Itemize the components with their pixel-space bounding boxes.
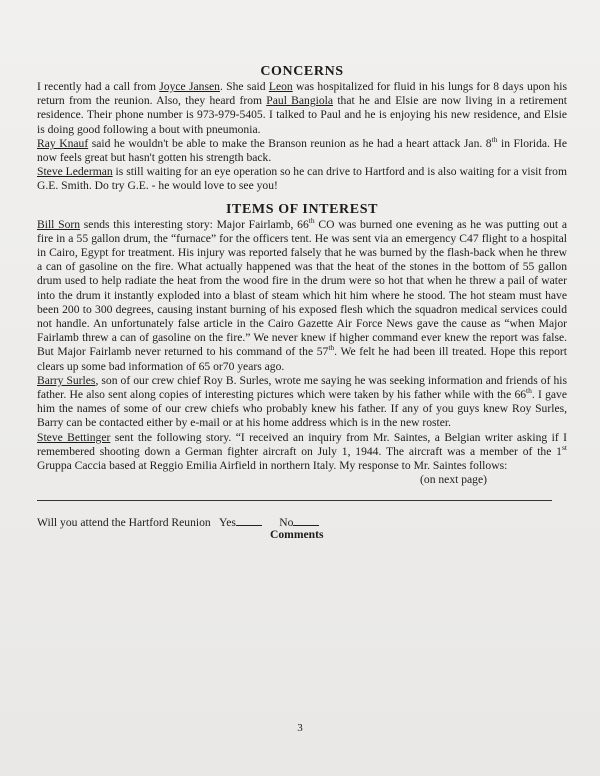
text-run: sent the following story. “I received an inquiry from Mr. Saintes, a Belgian writer asking if I remembered shooting down a German fighter aircraft on July 1, 1944. The aircraft was a member of the 1 bbox=[37, 430, 567, 458]
name-joyce-jansen: Joyce Jansen bbox=[159, 80, 220, 93]
ordinal-suffix: th bbox=[526, 386, 532, 396]
ordinal-suffix: th bbox=[308, 215, 315, 225]
concerns-heading: CONCERNS bbox=[260, 64, 344, 79]
concerns-paragraph-2 bbox=[37, 134, 567, 165]
name-steve-bettinger: Steve Bettinger bbox=[37, 430, 111, 444]
text-run: CO was burned one evening as he was putting out a fire in a 55 gallon drum, the “furnace” for the officers tent. He was sent via an emergency C47 flight to a hospital in Cairo, Egypt for treatment. His injury was reported falsely that he was burned by the flash-back when he threw a can of gasoline on the fire. What actually happened was that the heat of the stones in the bottom of 55 gallon drum used to help radiate the heat from the wood fire in the drum were so hot that when he threw a pail of water into the drum it instantly exploded into a blast of steam which hit him where he stood. The hot steam must have been 200 to 300 degrees, causing instant burning of his exposed flesh which the squadron medical services could not handle. An unfortunately false article in the Cairo Gazette Air Force News gave the cause as “when Major Fairlamb threw a can of gasoline on the fire.” We never knew if higher command ever knew the report was false. But Major Fairlamb never returned to his command of the 57 bbox=[37, 217, 567, 359]
yes-blank[interactable] bbox=[236, 515, 262, 526]
text-run: is still waiting for an eye operation so he can drive to Hartford and is also waiting for a visit from G.E. Smith. Do try G.E. - he would love to see you! bbox=[37, 165, 567, 193]
text-run: that he and Elsie are now living in a retirement residence. Their phone number is 973-979-5405. I talked to Paul and he is enjoying his new residence, and Elsie is doing good following a bout with pneumonia. bbox=[37, 94, 567, 136]
ordinal-suffix: th bbox=[491, 134, 498, 144]
text-run: was hospitalized for fluid in his lungs for 8 days upon his return from the reunion. Also, they heard from bbox=[37, 80, 567, 108]
continued-note: (on next page) bbox=[420, 473, 487, 487]
text-run: I recently had a call from bbox=[37, 80, 160, 93]
yes-label: Yes bbox=[219, 516, 236, 529]
text-run: . We felt he had been ill treated. Hope this report clears up some bad information of 65 or70 years ago. bbox=[37, 345, 568, 373]
text-run: , son of our crew chief Roy B. Surles, wrote me saying he was seeking information and friends of his father. He also sent along copies of interesting pictures which were taken by his father while with the 66 bbox=[37, 373, 567, 402]
items-heading: ITEMS OF INTEREST bbox=[225, 201, 379, 217]
ordinal-suffix: st bbox=[561, 443, 567, 453]
items-paragraph-3 bbox=[37, 431, 567, 474]
name-barry-surles: Barry Surles bbox=[37, 373, 96, 387]
text-run: . I gave him the names of some of our crew chiefs who probably knew his father. If any of you guys knew Roy Surles, Barry can be contacted either by e-mail or at his home address which is in the new roster. bbox=[37, 388, 567, 430]
name-leon: Leon bbox=[268, 80, 293, 93]
no-label: No bbox=[279, 516, 294, 529]
text-run: Gruppa Caccia based at Reggio Emilia Airfield in northern Italy. My response to Mr. Saintes follows: bbox=[37, 459, 508, 473]
text-run: said he wouldn't be able to make the Branson reunion as he had a heart attack Jan. 8 bbox=[88, 136, 492, 150]
comments-label: Comments bbox=[270, 528, 324, 541]
no-blank[interactable] bbox=[293, 515, 319, 526]
name-steve-lederman: Steve Lederman bbox=[37, 165, 113, 179]
text-run: sends this interesting story: Major Fairlamb, 66 bbox=[80, 217, 309, 231]
items-paragraph-1 bbox=[37, 215, 568, 374]
ordinal-suffix: th bbox=[328, 343, 335, 353]
page-number: 3 bbox=[297, 722, 303, 734]
concerns-paragraph-3 bbox=[37, 165, 567, 193]
page-content bbox=[37, 64, 567, 487]
name-bill-sorn: Bill Sorn bbox=[37, 217, 81, 231]
items-paragraph-2 bbox=[37, 374, 567, 431]
concerns-paragraph-1 bbox=[37, 80, 567, 137]
text-run: . She said bbox=[219, 80, 269, 93]
text-run: in Florida. He now feels great but hasn't gotten his strength back. bbox=[37, 136, 567, 165]
attendance-question-text: Will you attend the Hartford Reunion bbox=[37, 516, 211, 529]
name-paul-bangiola: Paul Bangiola bbox=[266, 94, 334, 108]
section-divider bbox=[37, 500, 552, 501]
name-ray-knauf: Ray Knauf bbox=[37, 136, 89, 150]
